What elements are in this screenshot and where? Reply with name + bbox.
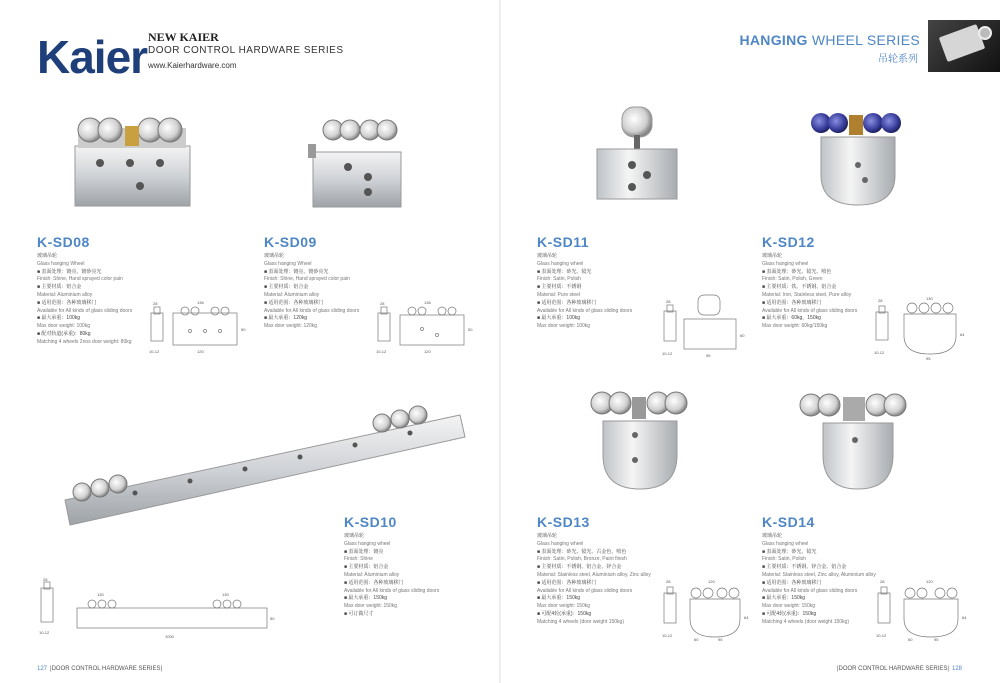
spec-line: ■ 主要材质：不锈钢、锌合金、铝合金 — [762, 564, 847, 571]
svg-text:130: 130 — [222, 592, 229, 597]
spec-line: 玻璃吊轮 — [344, 533, 365, 539]
spec-line: Glass hanging wheel — [537, 540, 584, 547]
spec-line: Glass hanging wheel — [537, 260, 584, 267]
svg-text:28: 28 — [153, 301, 158, 306]
footer-left-text: DOOR CONTROL HARDWARE SERIES — [51, 666, 161, 672]
spec-line: Material: Aluminium alloy — [344, 571, 400, 578]
spec-line: ■ 适用范围：各种玻璃移门 — [537, 299, 597, 306]
spec-line: ■ 适用范围：各种玻璃移门 — [762, 299, 822, 306]
spec-line: Available for All kinds of glass sliding doors — [762, 307, 858, 314]
svg-text:120: 120 — [424, 349, 431, 354]
spec-line: ■ 可配4轮(承重)：150kg — [537, 610, 592, 617]
sd08-photo — [70, 108, 195, 208]
sd14-photo — [795, 385, 920, 495]
sd09-code: K-SD09 — [264, 234, 317, 250]
svg-text:130: 130 — [97, 592, 104, 597]
spec-line: ■ 表面处理：砂光、镜光 — [537, 268, 592, 275]
svg-text:64: 64 — [960, 332, 965, 337]
brand-website: www.Kaierhardware.com — [148, 61, 237, 70]
series-title-rest: WHEEL SERIES — [811, 32, 920, 48]
spec-line: ■ 表面处理：砂光、镜光、古金色、喷色 — [537, 548, 627, 555]
sd11-drawing — [660, 293, 750, 363]
svg-text:28: 28 — [666, 579, 671, 584]
spec-line: Material: Pure steel — [537, 291, 581, 298]
spec-line: ■ 主要材质：铁、不锈钢、铝合金 — [762, 284, 837, 291]
spec-line: ■ 最大承重：150kg — [762, 595, 806, 602]
spec-line: Glass hanging Wheel — [37, 260, 85, 267]
sd14-code: K-SD14 — [762, 514, 815, 530]
footer-left: 127 |DOOR CONTROL HARDWARE SERIES| — [37, 666, 163, 672]
spec-line: Material: Stainless steel, Aluminium alloy, Zinc alloy — [537, 571, 651, 578]
spec-line: 玻璃吊轮 — [762, 533, 783, 539]
svg-text:50: 50 — [468, 327, 473, 332]
svg-text:60: 60 — [694, 637, 699, 642]
sd11-photo — [592, 105, 682, 205]
spec-line: Finish: Shine, Hand sprayed color pain — [264, 276, 350, 283]
sd11-code: K-SD11 — [537, 234, 590, 250]
svg-text:28: 28 — [880, 579, 885, 584]
svg-text:10-12: 10-12 — [376, 349, 387, 354]
spec-line: 玻璃吊轮 — [537, 253, 558, 259]
spec-line: Finish: Satin, Polish, Green — [762, 276, 823, 283]
spec-line: Glass hanging Wheel — [264, 260, 312, 267]
svg-text:64: 64 — [744, 615, 749, 620]
spec-line: ■ 主要材质：不锈钢 — [537, 284, 582, 291]
svg-text:10-12: 10-12 — [662, 351, 673, 356]
sd10-specs — [344, 533, 494, 619]
spec-line: ■ 最大承重：150kg — [537, 595, 581, 602]
footer-right-text: DOOR CONTROL HARDWARE SERIES — [838, 666, 948, 672]
sd09-photo — [298, 112, 418, 212]
footer-right-page: 128 — [951, 666, 962, 672]
spec-line: Glass hanging wheel — [762, 260, 809, 267]
footer-left-page: 127 — [37, 666, 48, 672]
spec-line: ■ 可订做尺寸 — [344, 610, 374, 617]
spec-line: ■ 主要材质：铝合金 — [264, 284, 309, 291]
svg-text:60: 60 — [740, 333, 745, 338]
spec-line: Available for All kinds of glass sliding doors — [37, 307, 133, 314]
spec-line: ■ 可配4轮(承重)：150kg — [762, 610, 817, 617]
spec-line: ■ 最大承重：120kg — [264, 315, 308, 322]
kaier-logo: Kaier — [37, 31, 148, 83]
svg-text:50: 50 — [270, 616, 275, 621]
spec-line: 玻璃吊轮 — [264, 253, 285, 259]
spec-line: ■ 适用范围：各种玻璃移门 — [344, 579, 404, 586]
spec-line: ■ 适用范围：各种玻璃移门 — [762, 579, 822, 586]
sd14-drawing — [874, 577, 974, 642]
spec-line: Glass hanging wheel — [344, 540, 391, 547]
spec-line: Finish: Shine, Hand sprayed color pain — [37, 276, 123, 283]
spec-line: Material: Aluminium alloy — [37, 291, 93, 298]
spec-line: ■ 表面处理：镀亮、镀砂亮光 — [264, 268, 329, 275]
spec-line: ■ 主要材质：不锈钢、铝合金、锌合金 — [537, 564, 622, 571]
spec-line: ■ 表面处理：镀亮 — [344, 548, 384, 555]
spec-line: Max door weight: 100kg — [537, 323, 591, 330]
sd08-drawing — [145, 300, 260, 363]
sd13-photo — [585, 385, 695, 495]
spec-line: Matching 4 wheels (door weight 150kg) — [537, 618, 624, 625]
spec-line: 玻璃吊轮 — [762, 253, 783, 259]
spec-line: 玻璃吊轮 — [37, 253, 58, 259]
spec-line: 玻璃吊轮 — [537, 533, 558, 539]
spec-line: Max door weight: 100kg — [37, 323, 91, 330]
svg-text:60: 60 — [908, 637, 913, 642]
spec-line: Matching 4 wheels 2nos door weight: 80kg — [37, 338, 132, 345]
spec-line: ■ 最大承重：150kg — [344, 595, 388, 602]
sd10-photo — [60, 395, 470, 535]
spec-line: ■ 表面处理：砂光、镜光 — [762, 548, 817, 555]
svg-text:50: 50 — [241, 327, 246, 332]
spec-line: ■ 最大承重：100kg — [37, 315, 81, 322]
svg-text:95: 95 — [718, 637, 723, 642]
spec-line: Max door weight: 150kg — [762, 603, 816, 610]
spec-line: ■ 适用范围：各种玻璃移门 — [37, 299, 97, 306]
series-title — [739, 32, 920, 48]
sd09-drawing — [372, 300, 487, 363]
spec-line: Finish: Shine — [344, 556, 373, 563]
spec-line: ■ 表面处理：砂光、镜光、喷色 — [762, 268, 832, 275]
spec-line: Material: Stainless steel, Zinc alloy, Aluminium alloy — [762, 571, 876, 578]
svg-text:95: 95 — [706, 353, 711, 358]
spec-line: Max door weight: 60kg/150kg — [762, 323, 828, 330]
spec-line: ■ 表面处理：镀亮、镀砂亮光 — [37, 268, 102, 275]
spec-line: Available for All kinds of glass sliding doors — [344, 587, 440, 594]
svg-text:130: 130 — [926, 296, 933, 301]
spec-line: Material: Iron, Stainless steel, Pure alloy — [762, 291, 852, 298]
spec-line: ■ 主要材质：铝合金 — [344, 564, 389, 571]
svg-text:1000: 1000 — [165, 634, 174, 639]
series-title-bold: HANGING — [739, 32, 808, 48]
spec-line: Available for All kinds of glass sliding doors — [264, 307, 360, 314]
spec-line: ■ 最大承重：100kg — [537, 315, 581, 322]
sd12-photo — [803, 105, 918, 210]
spec-line: ■ 最大承重：60kg，150kg — [762, 315, 821, 322]
footer-right: |DOOR CONTROL HARDWARE SERIES| 128 — [836, 666, 962, 672]
sd10-drawing — [37, 578, 277, 640]
sd10-code: K-SD10 — [344, 514, 397, 530]
spec-line: Max door weight: 150kg — [344, 603, 398, 610]
svg-text:120: 120 — [926, 579, 933, 584]
svg-text:10-12: 10-12 — [39, 630, 50, 635]
sd12-code: K-SD12 — [762, 234, 815, 250]
svg-text:64: 64 — [962, 615, 967, 620]
svg-text:28: 28 — [380, 301, 385, 306]
svg-text:136: 136 — [424, 300, 431, 305]
sd13-drawing — [660, 577, 755, 642]
spec-line: Finish: Satin, Polish, Bronze, Paint finish — [537, 556, 627, 563]
sd13-code: K-SD13 — [537, 514, 590, 530]
svg-text:10-12: 10-12 — [149, 349, 160, 354]
svg-text:28: 28 — [878, 298, 883, 303]
brand-subtitle: DOOR CONTROL HARDWARE SERIES — [148, 45, 344, 56]
spec-line: Matching 4 wheels (door weight 150kg) — [762, 618, 849, 625]
spec-line: ■ 适用范围：各种玻璃移门 — [264, 299, 324, 306]
spec-line: Max door weight: 150kg — [537, 603, 591, 610]
svg-text:10-12: 10-12 — [874, 350, 885, 355]
svg-text:120: 120 — [708, 579, 715, 584]
spec-line: Available for All kinds of glass sliding doors — [762, 587, 858, 594]
svg-text:95: 95 — [934, 637, 939, 642]
spec-line: Available for All kinds of glass sliding doors — [537, 307, 633, 314]
sd12-drawing — [872, 296, 977, 361]
spec-line: ■ 适用范围：各种玻璃移门 — [537, 579, 597, 586]
sd08-code: K-SD08 — [37, 234, 90, 250]
spec-line: Material: Aluminium alloy — [264, 291, 320, 298]
spec-line: Finish: Satin, Polish — [537, 276, 581, 283]
spec-line: Available for All kinds of glass sliding doors — [537, 587, 633, 594]
spec-line: Glass hanging wheel — [762, 540, 809, 547]
svg-text:10-12: 10-12 — [876, 633, 887, 638]
spec-line: Finish: Satin, Polish — [762, 556, 806, 563]
corner-product-photo — [928, 20, 1000, 72]
page-spine — [499, 0, 501, 683]
svg-text:10-12: 10-12 — [662, 633, 673, 638]
series-title-cn: 吊轮系列 — [878, 54, 918, 65]
spec-line: ■ 主要材质：铝合金 — [37, 284, 82, 291]
spec-line: Max door weight: 120kg — [264, 323, 318, 330]
svg-text:120: 120 — [197, 349, 204, 354]
svg-text:28: 28 — [666, 299, 671, 304]
svg-text:28: 28 — [43, 577, 48, 582]
svg-text:136: 136 — [197, 300, 204, 305]
brand-title: NEW KAIER — [148, 30, 219, 44]
spec-line: ■ 配对轨道(承重)：80kg — [37, 330, 91, 337]
svg-text:95: 95 — [926, 356, 931, 361]
